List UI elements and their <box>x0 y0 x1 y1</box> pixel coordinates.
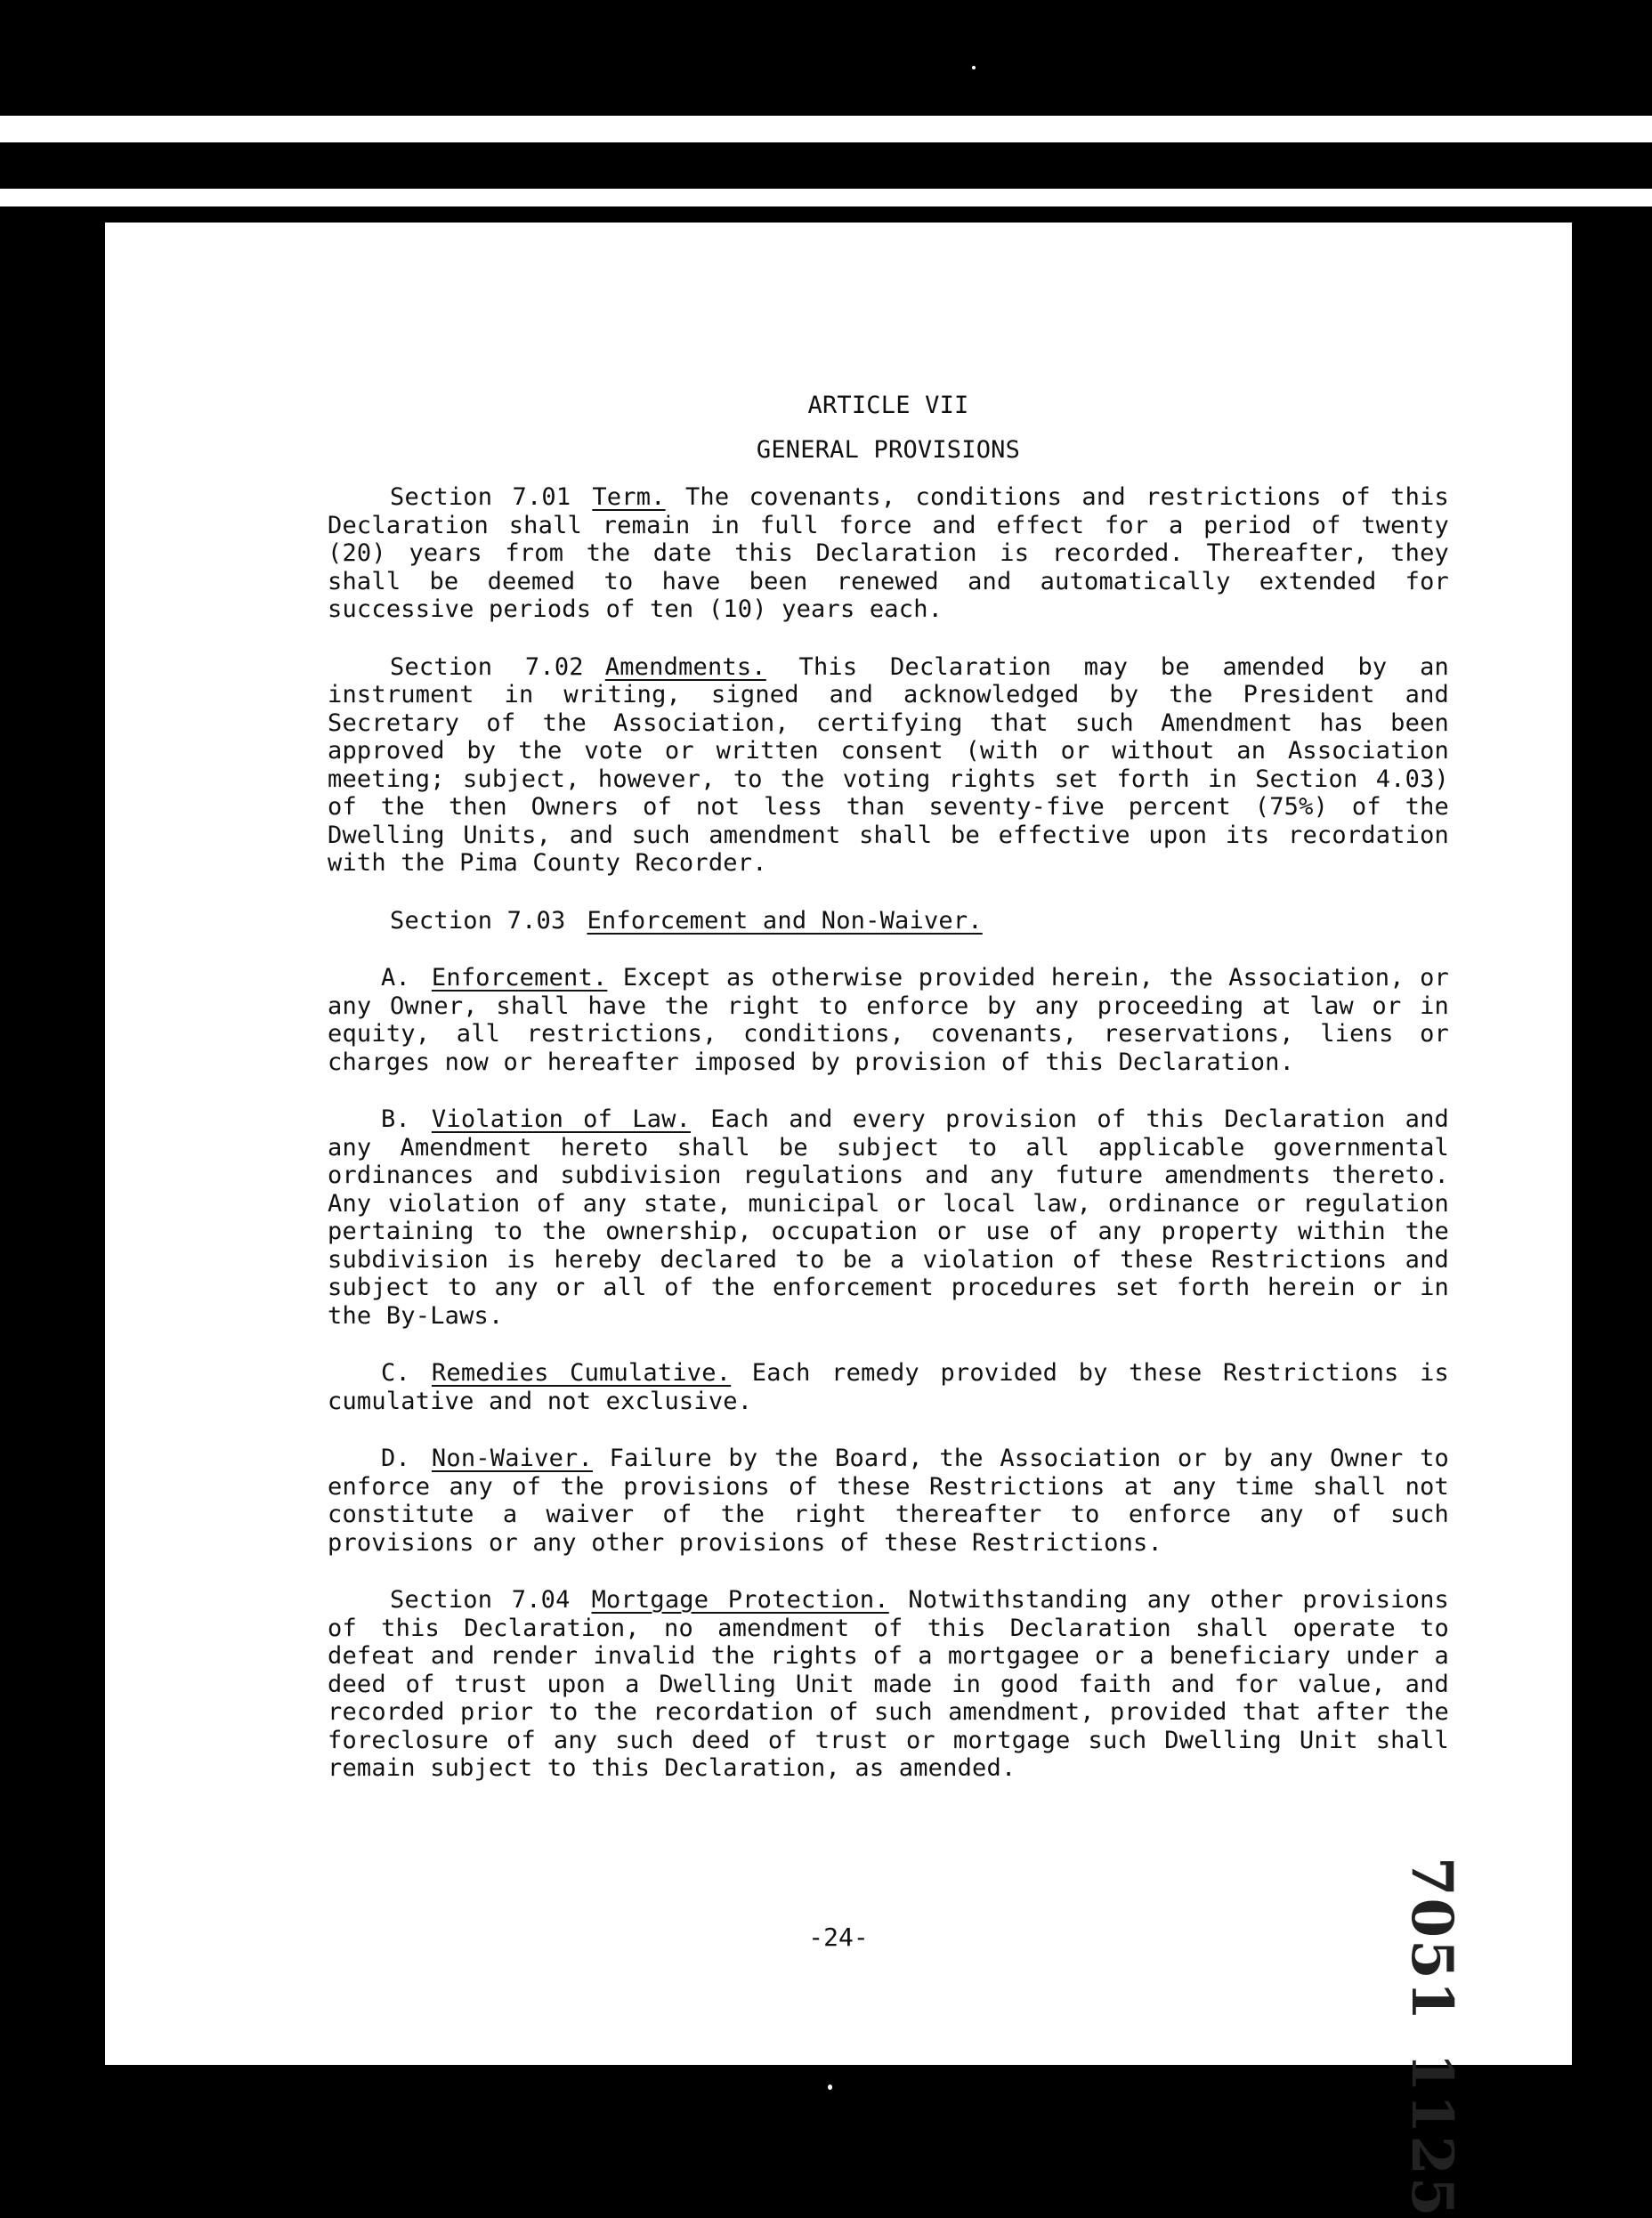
document-page <box>105 223 1572 2218</box>
subsection-letter: B. <box>381 1105 410 1133</box>
section-7-02 <box>328 653 1449 878</box>
subsection-letter: C. <box>381 1359 410 1387</box>
subsection-heading: Remedies Cumulative. <box>431 1359 732 1387</box>
subsection-text: Each and every provision of this Declaration and any Amendment hereto shall be subject to all applicable governmental ordinances and subdivision regulations and any future amendments thereto. Any violation of any state, municipal or local law, ordinance or regulation pertaining to the ownership, occupation or use of any property within the subdivision is hereby declared to be a violation of these Restrictions and subject to any or all of the enforcement procedures set forth herein or in the By-Laws. <box>328 1105 1449 1330</box>
article-title: GENERAL PROVISIONS <box>756 435 1021 464</box>
scan-speck <box>972 66 976 69</box>
subsection-heading: Non-Waiver. <box>431 1445 593 1472</box>
section-number: Section 7.04 <box>390 1586 571 1614</box>
section-number: Section 7.03 <box>390 906 566 935</box>
subsection-letter: D. <box>381 1445 410 1472</box>
recording-stamp: 7051 1125 <box>1398 1857 1465 2218</box>
section-7-04 <box>328 1586 1449 1783</box>
subsection-text: Each remedy provided by these Restrictions is cumulative and not exclusive. <box>328 1359 1449 1415</box>
subsection-text: Failure by the Board, the Association or by any Owner to enforce any of the provisions of these Restrictions at any time shall not constitute a waiver of the right thereafter to enforce any of such provisions or any other provisions of these Restrictions. <box>328 1445 1449 1557</box>
section-number: Section 7.02 <box>390 652 584 681</box>
subsection-c <box>328 1359 1449 1415</box>
subsection-text: Except as otherwise provided herein, the Association, or any Owner, shall have the right to enforce by any proceeding at law or in equity, all restrictions, conditions, covenants, reservations, liens or charges now or hereafter imposed by provision of this Declaration. <box>328 964 1449 1076</box>
subsection-b <box>328 1105 1449 1330</box>
scan-speck <box>828 2084 832 2090</box>
section-text: The covenants, conditions and restrictions of this Declaration shall remain in full force and effect for a period of twenty (20) years from the date this Declaration is recorded. Thereafter, they shall be deemed to have been renewed and automatically extended for successive periods of ten (10) years each. <box>328 483 1449 623</box>
section-heading: Mortgage Protection. <box>591 1586 889 1614</box>
subsection-heading: Enforcement. <box>431 964 608 992</box>
section-7-01 <box>328 483 1449 624</box>
section-heading: Enforcement and Non-Waiver. <box>587 906 983 935</box>
article-heading: ARTICLE VII <box>807 392 969 419</box>
subsection-letter: A. <box>381 964 410 992</box>
section-7-03 <box>390 907 1449 935</box>
section-heading: Term. <box>592 483 666 511</box>
section-heading: Amendments. <box>604 652 766 681</box>
section-number: Section 7.01 <box>390 483 571 511</box>
subsection-d <box>328 1445 1449 1557</box>
section-text: This Declaration may be amended by an instrument in writing, signed and acknowledged by the President and Secretary of the Association, certifying that such Amendment has been approved by the vote or written consent (with or without an Association meeting; subject, however, to the voting rights set forth in Section 4.03) of the then Owners of not less than seventy-five percent (75%) of the Dwelling Units, and such amendment shall be effective upon its recordation with the Pima County Recorder. <box>328 652 1449 877</box>
subsection-heading: Violation of Law. <box>431 1105 692 1133</box>
scan-top-band <box>0 142 1652 189</box>
section-text: Notwithstanding any other provisions of this Declaration, no amendment of this Declaration shall operate to defeat and render invalid the rights of a mortgagee or a beneficiary under a deed of trust upon a Dwelling Unit made in good faith and for value, and recorded prior to the recordation of such amendment, provided that after the foreclosure of any such deed of trust or mortgage such Dwelling Unit shall remain subject to this Declaration, as amended. <box>328 1586 1449 1782</box>
page-number: -24- <box>808 1923 869 1952</box>
subsection-a <box>328 964 1449 1076</box>
document-body <box>328 392 1449 1812</box>
